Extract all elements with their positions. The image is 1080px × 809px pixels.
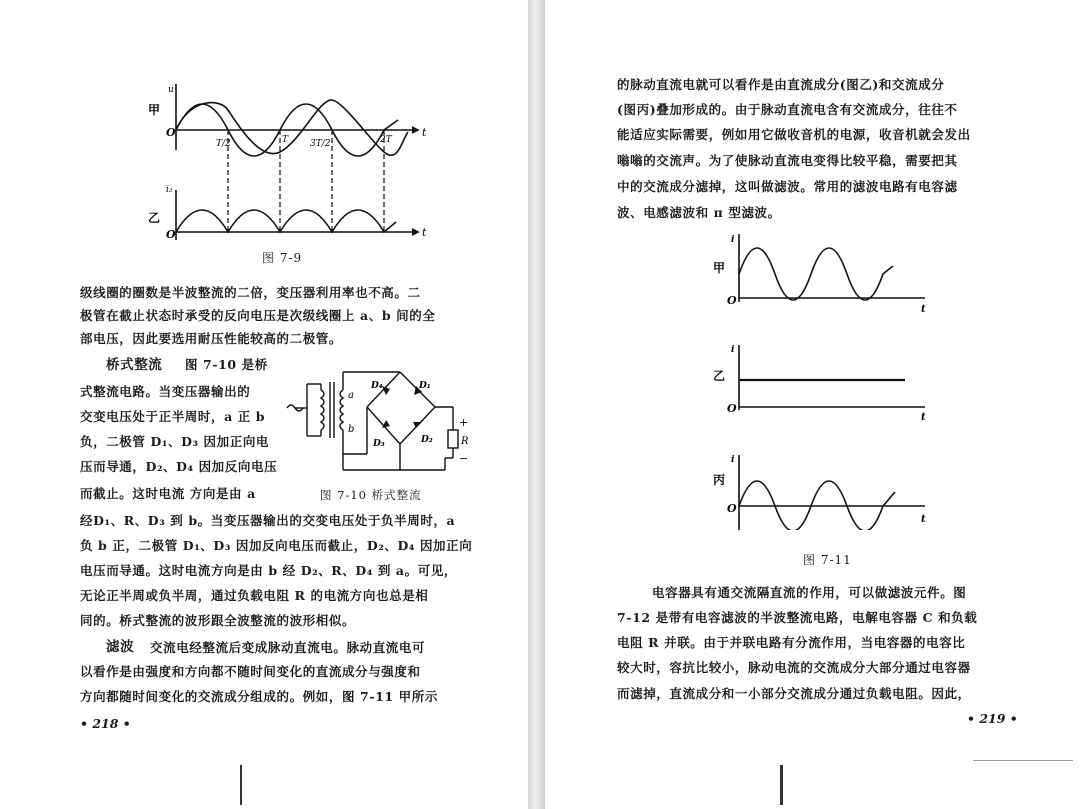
origin-label: O [727, 294, 737, 307]
text-line: 嗡嗡的交流声。为了使脉动直流电变得比较平稳，需要把其 [617, 153, 958, 168]
text-line: 交流电经整流后变成脉动直流电。脉动直流电可 [150, 640, 426, 655]
label-jia: 甲 [713, 261, 726, 275]
text-line: 而滤掉，直流成分和一小部分交流成分通过负载电阻。因此， [617, 686, 971, 701]
label-yi: 乙 [713, 369, 726, 383]
origin-label: O [166, 126, 176, 139]
text-line: 负，二极管 D₁、D₃ 因加正向电 [80, 434, 270, 449]
axis-u-label: u [168, 85, 174, 95]
page-gutter [528, 0, 545, 809]
axis-i-label: i [731, 235, 735, 245]
text-line: 以看作是由强度和方向都不随时间变化的直流成分与强度和 [80, 664, 421, 679]
page-edge-mark [780, 765, 783, 805]
text-line: 部电压，因此要选用耐压性能较高的二极管。 [80, 331, 343, 346]
text-line: 交变电压处于正半周时，a 正 b [80, 409, 266, 424]
tick-t: T [282, 135, 289, 145]
axis-t-label-2: t [422, 226, 427, 239]
text-line: 式整流电路。当变压器输出的 [80, 384, 251, 399]
tick-2t: 2T [380, 135, 392, 145]
text-line: 电压而导通。这时电流方向是由 b 经 D₂、R、D₄ 到 a。可见， [80, 563, 458, 578]
diode-label-d3: D₃ [373, 439, 385, 449]
section-heading-bridge: 桥式整流 [106, 357, 163, 373]
right-page [545, 0, 1080, 809]
text-line: 而截止。这时电流 方向是由 a [80, 486, 256, 501]
page-edge-mark [240, 765, 242, 805]
tick-3t-half: 3T/2 [310, 139, 331, 149]
figure-7-11-caption: 图 7-11 [803, 553, 852, 567]
page-edge-mark [973, 760, 1073, 761]
text-line: 7-12 是带有电容滤波的半波整流电路，电解电容器 C 和负载 [617, 610, 978, 625]
figure-7-10-caption: 图 7-10 桥式整流 [320, 488, 422, 502]
text-line: 极管在截止状态时承受的反向电压是次级线圈上 a、b 间的全 [80, 308, 436, 323]
text-line: (图丙)叠加形成的。由于脉动直流电含有交流成分，往往不 [617, 102, 958, 117]
text-line: 能适应实际需要，例如用它做收音机的电源，收音机就会发出 [617, 127, 971, 142]
diode-label-d1: D₁ [419, 381, 431, 391]
figure-7-9 [140, 80, 430, 270]
text-line: 无论正半周或负半周，通过负载电阻 R 的电流方向也总是相 [80, 588, 429, 603]
diode-label-d4: D₄ [371, 381, 383, 391]
rectified-wave-i2 [176, 210, 396, 232]
left-page [0, 0, 528, 809]
text-line: 电阻 R 并联。由于并联电路有分流作用，当电容器的电容比 [617, 635, 966, 650]
text-line: 级线圈的圈数是半波整流的二倍，变压器利用率也不高。二 [80, 285, 421, 300]
origin-label-3: O [727, 502, 737, 515]
axis-i-label-3: i [731, 455, 735, 465]
text-line: 的脉动直流电就可以看作是由直流成分(图乙)和交流成分 [617, 77, 945, 92]
text-line: 中的交流成分滤掉，这叫做滤波。常用的滤波电路有电容滤 [617, 179, 958, 194]
minus-sign: − [459, 452, 469, 465]
text-line: 波、电感滤波和 π 型滤波。 [617, 205, 781, 220]
figure-7-9-caption: 图 7-9 [262, 251, 303, 265]
pulsating-dc-wave [739, 248, 893, 300]
axis-t-label-2: t [921, 412, 926, 423]
origin-label-2: O [727, 402, 737, 415]
tick-t-half: T/2 [216, 139, 231, 149]
axis-i2-label: i₂ [166, 185, 173, 195]
plus-sign: + [459, 416, 469, 429]
origin-label-2: O [166, 228, 176, 241]
page-number-left: • 218 • [80, 716, 131, 731]
text-line: 电容器具有通交流隔直流的作用，可以做滤波元件。图 [652, 585, 967, 600]
coil-label-a: a [348, 390, 354, 401]
axis-t-label-3: t [921, 514, 926, 525]
label-jia: 甲 [148, 103, 161, 117]
axis-t-label: t [422, 126, 427, 139]
text-line: 负 b 正，二极管 D₁、D₃ 因加反向电压而截止，D₂、D₄ 因加正向 [80, 538, 473, 553]
text-line: 较大时，容抗比较小，脉动电流的交流成分大部分通过电容器 [617, 660, 971, 675]
axis-t-label: t [921, 304, 926, 315]
figure-7-11 [705, 230, 935, 530]
section-heading-filter: 滤波 [106, 639, 135, 655]
text-line: 压而导通，D₂、D₄ 因加反向电压 [80, 459, 278, 474]
text-line: 同的。桥式整流的波形跟全波整流的波形相似。 [80, 613, 356, 628]
coil-label-b: b [348, 424, 355, 435]
resistor-label: R [461, 436, 469, 447]
axis-i-label-2: i [731, 345, 735, 355]
page-number-right: • 219 • [967, 711, 1018, 726]
label-bing: 丙 [713, 473, 726, 487]
text-line: 图 7-10 是桥 [185, 357, 268, 372]
figure-7-10-circuit [285, 362, 475, 480]
diode-label-d2: D₂ [421, 435, 433, 445]
text-line: 经D₁、R、D₃ 到 b。当变压器输出的交变电压处于负半周时，a [80, 513, 456, 528]
text-line: 方向都随时间变化的交流成分组成的。例如，图 7-11 甲所示 [80, 689, 438, 704]
label-yi: 乙 [148, 211, 161, 225]
